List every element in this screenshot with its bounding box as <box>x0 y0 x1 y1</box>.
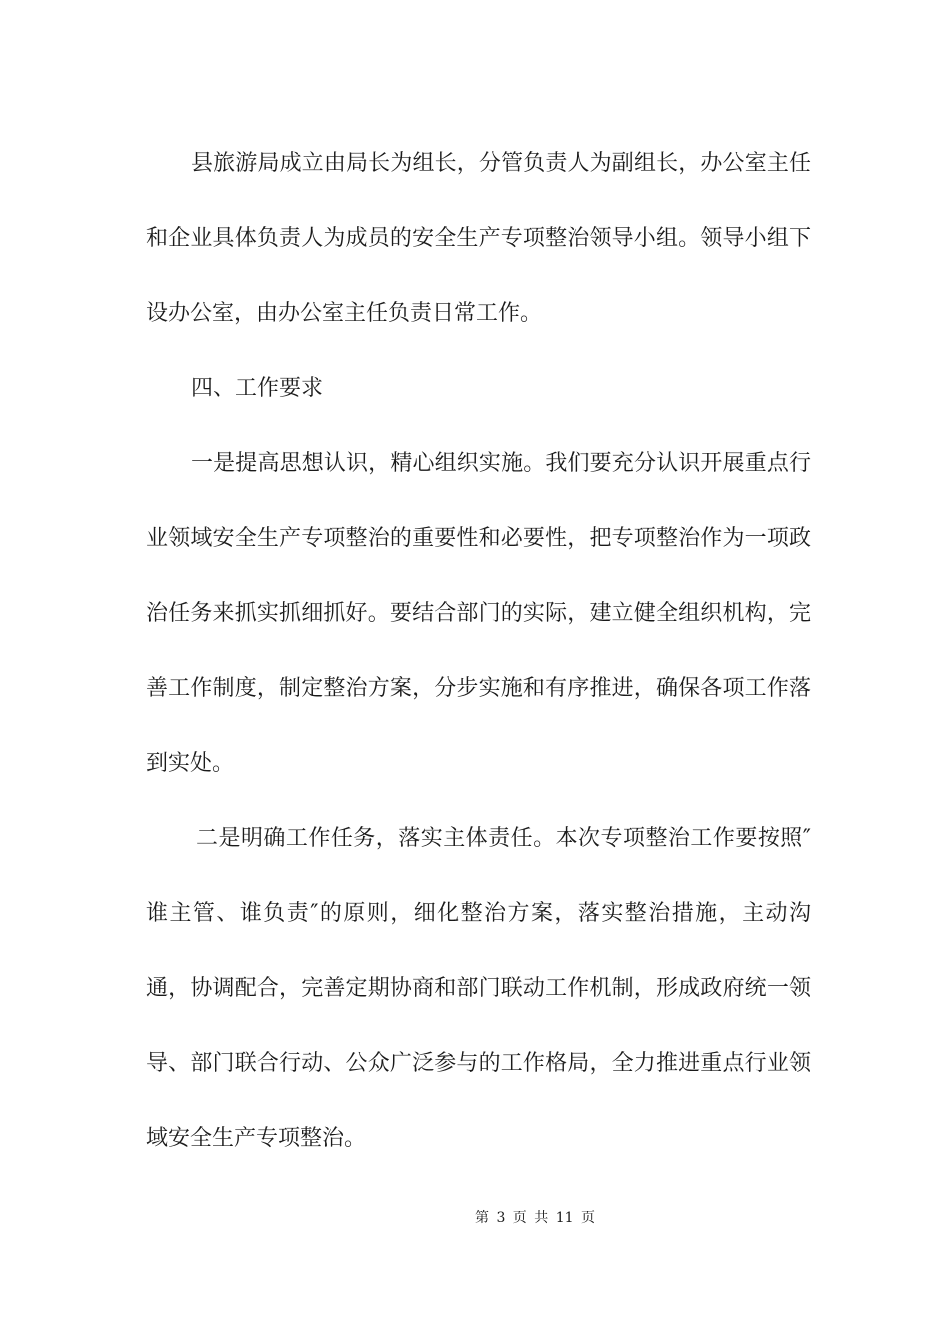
page-number-footer: 第 3 页 共 11 页 <box>475 1210 595 1226</box>
paragraph-leadership-group: 县旅游局成立由局长为组长，分管负责人为副组长，办公室主任和企业具体负责人为成员的安全生产专项整治领导小组。领导小组下设办公室，由办公室主任负责日常工作。 <box>146 151 811 326</box>
document-body <box>146 126 811 1176</box>
paragraph-requirement-two: 二是明确工作任务，落实主体责任。本次专项整治工作要按照″谁主管、谁负责″的原则，细化整治方案，落实整治措施，主动沟通，协调配合，完善定期协商和部门联动工作机制，形成政府统一领导、部门联合行动、公众广泛参与的工作格局，全力推进重点行业领域安全生产专项整治。 <box>146 826 811 1151</box>
paragraph-requirement-one: 一是提高思想认识，精心组织实施。我们要充分认识开展重点行业领域安全生产专项整治的重要性和必要性，把专项整治作为一项政治任务来抓实抓细抓好。要结合部门的实际，建立健全组织机构，完善工作制度，制定整治方案，分步实施和有序推进，确保各项工作落到实处。 <box>146 451 811 776</box>
section-heading-work-requirements: 四、工作要求 <box>191 376 324 401</box>
